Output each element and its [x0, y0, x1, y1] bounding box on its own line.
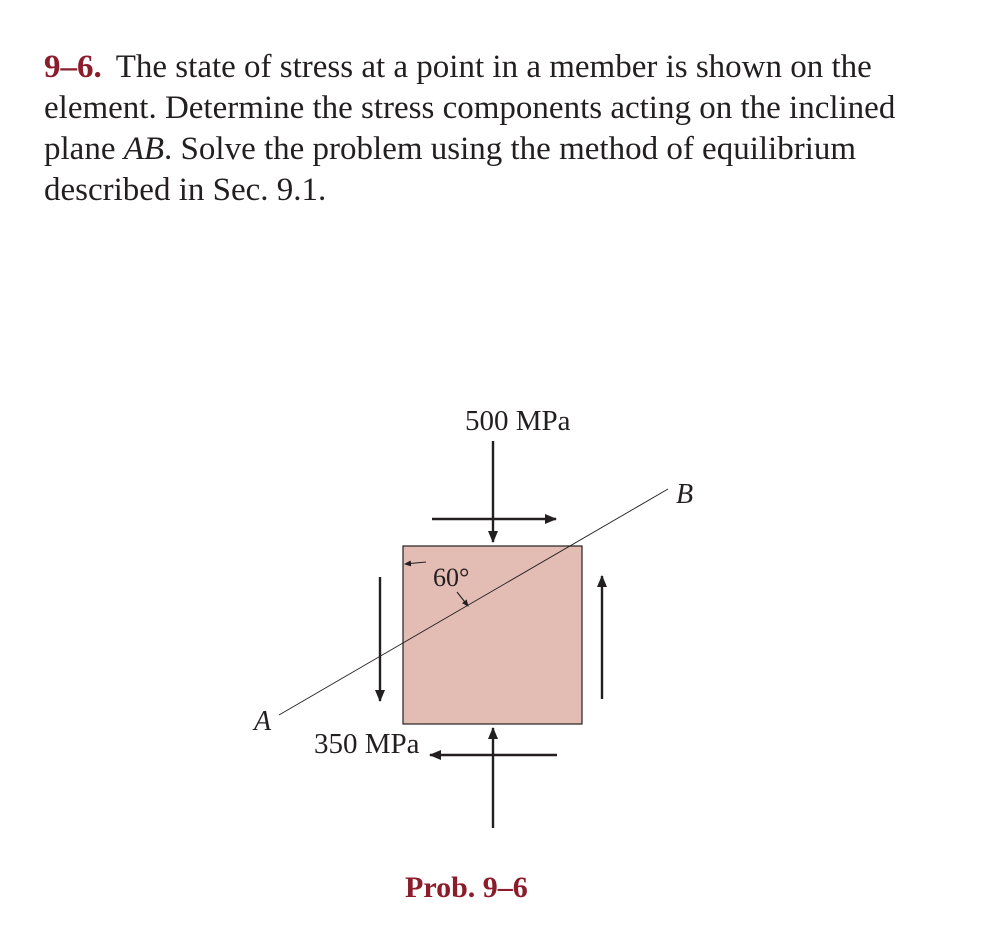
plane-name: AB	[123, 131, 165, 167]
normal-stress-label: 500 MPa	[465, 405, 571, 437]
figure-caption: Prob. 9–6	[405, 871, 528, 904]
shear-stress-label: 350 MPa	[314, 728, 420, 760]
problem-number: 9–6.	[44, 49, 102, 85]
stress-element	[403, 546, 582, 724]
point-b-label: B	[676, 479, 694, 510]
angle-label: 60°	[433, 563, 470, 592]
problem-text-part1: The state of stress at a point in a member is shown on the element. Determine the stress components acting on the inclined plane	[44, 49, 896, 167]
point-a-label: A	[254, 706, 272, 737]
problem-text-part2: . Solve the problem using the method of equilibrium described in Sec. 9.1.	[44, 131, 857, 208]
